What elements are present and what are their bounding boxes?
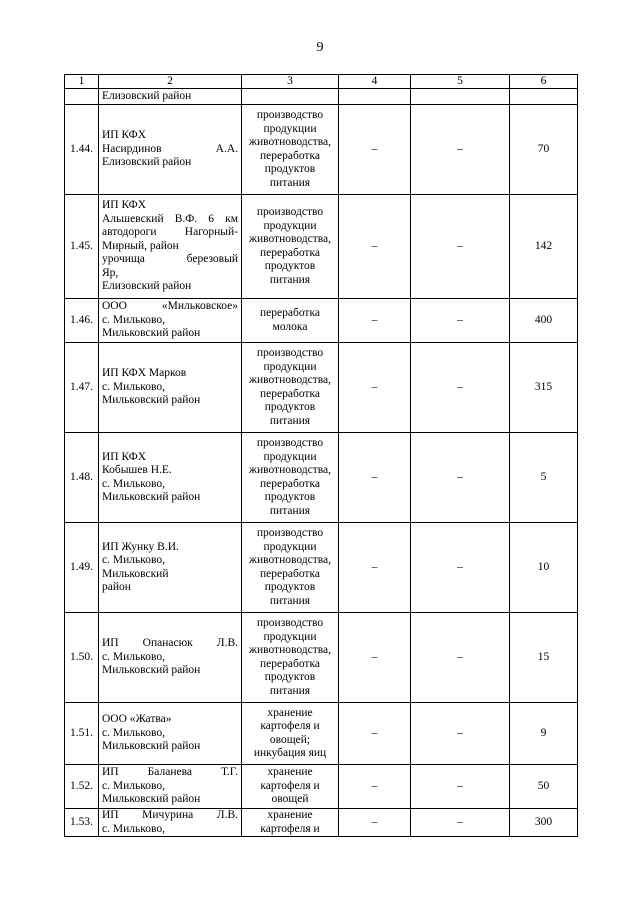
column-4-cell: – [339,523,411,613]
activity-line: производство [256,109,324,121]
column-header: 3 [242,75,339,89]
activity-line: продукции [263,122,317,135]
row-number-cell: 1.49. [65,523,99,613]
activity-line: животноводства, [249,374,331,386]
row-number-cell: 1.44. [65,105,99,195]
column-5-cell: – [411,809,510,837]
organization-line: Елизовский район [102,156,192,169]
column-5-cell [411,89,510,105]
row-number-cell: 1.48. [65,433,99,523]
column-5-cell: – [411,523,510,613]
activity-cell [242,765,339,809]
activity-cell [242,105,339,195]
organization-line: Мильковский район [102,327,201,340]
activity-line: продуктов [264,671,316,683]
activity-line: продукции [263,360,317,373]
activity-line: продукции [263,450,317,463]
organization-line: Мирный, район [102,239,179,252]
value-cell: 142 [510,195,578,299]
organization-line: с. Мильково, [102,554,165,566]
activity-line: молока [272,320,308,333]
value-cell: 400 [510,299,578,343]
organization-line: Мильковский район [102,491,201,503]
activity-line: овощей; [269,733,311,746]
organization-line: Яр, [102,266,119,279]
organization-line: ИП КФХ [102,450,147,463]
activity-line: производство [256,617,324,629]
organization-line: ИП Баланева Т.Г. [102,766,238,779]
activity-line: картофеля и [260,779,320,792]
organization-line: ИП Опанасюк Л.В. [102,637,238,650]
organization-line: автодороги Нагорный- [102,226,238,239]
activity-cell [242,523,339,613]
table-row [65,765,578,809]
activity-cell [242,195,339,299]
column-4-cell: – [339,613,411,703]
table-row [65,433,578,523]
organization-cell [99,343,242,433]
activity-line: питания [269,176,311,189]
column-header: 1 [65,75,99,89]
value-cell: 70 [510,105,578,195]
organization-line: Мильковский район [102,793,201,806]
activity-line: переработка [260,477,320,490]
activity-line: переработка [260,149,320,162]
row-number-cell [65,89,99,105]
document-table [64,74,578,837]
table-header-row [65,75,578,89]
activity-line: инкубация яиц [253,747,327,759]
row-number-cell: 1.45. [65,195,99,299]
activity-line: продукции [263,219,317,232]
activity-line: переработка [260,657,320,670]
row-number-cell: 1.51. [65,703,99,765]
organization-line: ООО «Мильковское» [102,300,238,313]
organization-line: ИП Жунку В.И. [102,540,179,553]
activity-cell [242,89,339,105]
activity-line: животноводства, [249,233,331,245]
row-number-cell: 1.47. [65,343,99,433]
activity-line: овощей [271,793,309,806]
value-cell: 300 [510,809,578,837]
organization-line: ИП Мичурина Л.В. [102,809,238,821]
organization-line: Мильковский район [102,664,201,677]
organization-line: ИП КФХ [102,199,147,212]
row-number-cell: 1.50. [65,613,99,703]
activity-line: питания [269,504,311,517]
organization-line: с. Мильково, [102,726,165,739]
activity-cell [242,809,339,837]
organization-line: с. Мильково, [102,477,165,490]
value-cell: 50 [510,765,578,809]
activity-line: переработка [260,567,320,580]
activity-line: переработка [260,387,320,400]
column-5-cell: – [411,105,510,195]
organization-line: Мильковский [102,567,169,580]
activity-cell [242,703,339,765]
table-row [65,195,578,299]
column-header: 5 [411,75,510,89]
organization-line: с. Мильково, [102,380,165,393]
value-cell: 9 [510,703,578,765]
column-5-cell: – [411,195,510,299]
column-4-cell: – [339,299,411,343]
organization-line: с. Мильково, [102,650,165,663]
table-row [65,523,578,613]
column-4-cell: – [339,343,411,433]
value-cell: 15 [510,613,578,703]
activity-line: питания [269,594,311,607]
organization-line: с. Мильково, [102,822,165,835]
organization-line: Елизовский район [102,280,192,293]
value-cell: 5 [510,433,578,523]
organization-cell [99,613,242,703]
column-4-cell [339,89,411,105]
organization-line: ООО «Жатва» [102,713,172,726]
activity-line: хранение [267,809,313,821]
activity-line: животноводства, [249,464,331,476]
column-4-cell: – [339,105,411,195]
activity-line: продукции [263,540,317,553]
column-header: 2 [99,75,242,89]
activity-line: продуктов [264,581,316,593]
column-4-cell: – [339,809,411,837]
activity-line: животноводства, [249,644,331,656]
value-cell: 315 [510,343,578,433]
column-5-cell: – [411,343,510,433]
activity-cell [242,299,339,343]
value-cell: 10 [510,523,578,613]
organization-cell [99,433,242,523]
activity-line: переработка [260,246,320,259]
activity-line: производство [256,206,324,218]
column-5-cell: – [411,765,510,809]
column-5-cell: – [411,703,510,765]
column-4-cell: – [339,433,411,523]
column-4-cell: – [339,195,411,299]
organization-cell [99,523,242,613]
organization-line: ИП КФХ Марков [102,367,187,380]
organization-line: урочища березовый [102,253,238,266]
activity-line: продукции [263,630,317,643]
activity-line: производство [256,347,324,359]
column-header: 6 [510,75,578,89]
activity-line: продуктов [264,163,316,175]
table-body [65,75,578,837]
organization-line: Мильковский район [102,394,201,407]
activity-line: хранение [267,706,313,719]
continuation-row [65,89,578,105]
row-number-cell: 1.52. [65,765,99,809]
activity-line: продуктов [264,260,316,272]
column-5-cell: – [411,613,510,703]
activity-line: животноводства, [249,554,331,566]
column-5-cell: – [411,433,510,523]
row-number-cell: 1.53. [65,809,99,837]
table-row [65,299,578,343]
organization-line: с. Мильково, [102,313,165,326]
organization-cell [99,765,242,809]
activity-line: картофеля и [260,822,320,835]
organization-cell: Елизовский район [99,89,242,105]
value-cell [510,89,578,105]
activity-cell [242,433,339,523]
activity-line: питания [269,273,311,286]
row-number-cell: 1.46. [65,299,99,343]
organization-line: район [102,581,131,593]
activity-line: производство [256,527,324,539]
activity-line: переработка [260,307,320,319]
table-row [65,809,578,837]
activity-cell [242,343,339,433]
activity-line: продуктов [264,401,316,413]
activity-line: картофеля и [260,720,320,732]
page-number: 9 [316,40,324,55]
organization-cell [99,703,242,765]
organization-cell [99,195,242,299]
activity-line: хранение [267,766,313,779]
table-row [65,613,578,703]
column-4-cell: – [339,703,411,765]
column-4-cell: – [339,765,411,809]
column-5-cell: – [411,299,510,343]
organization-cell [99,809,242,837]
organization-line: Альшевский В.Ф. 6 км [102,212,238,225]
activity-cell [242,613,339,703]
organization-cell [99,299,242,343]
organization-line: с. Мильково, [102,779,165,792]
organization-cell [99,105,242,195]
organization-line: Мильковский район [102,740,201,753]
table-row [65,105,578,195]
activity-line: питания [269,414,311,427]
column-header: 4 [339,75,411,89]
table-row [65,343,578,433]
activity-line: продуктов [264,491,316,503]
organization-line: Насирдинов А.А. [102,142,238,155]
activity-line: питания [269,684,311,697]
organization-line: ИП КФХ [102,129,147,142]
organization-line: Кобышев Н.Е. [102,464,172,476]
table-row [65,703,578,765]
activity-line: животноводства, [249,136,331,148]
activity-line: производство [256,437,324,449]
